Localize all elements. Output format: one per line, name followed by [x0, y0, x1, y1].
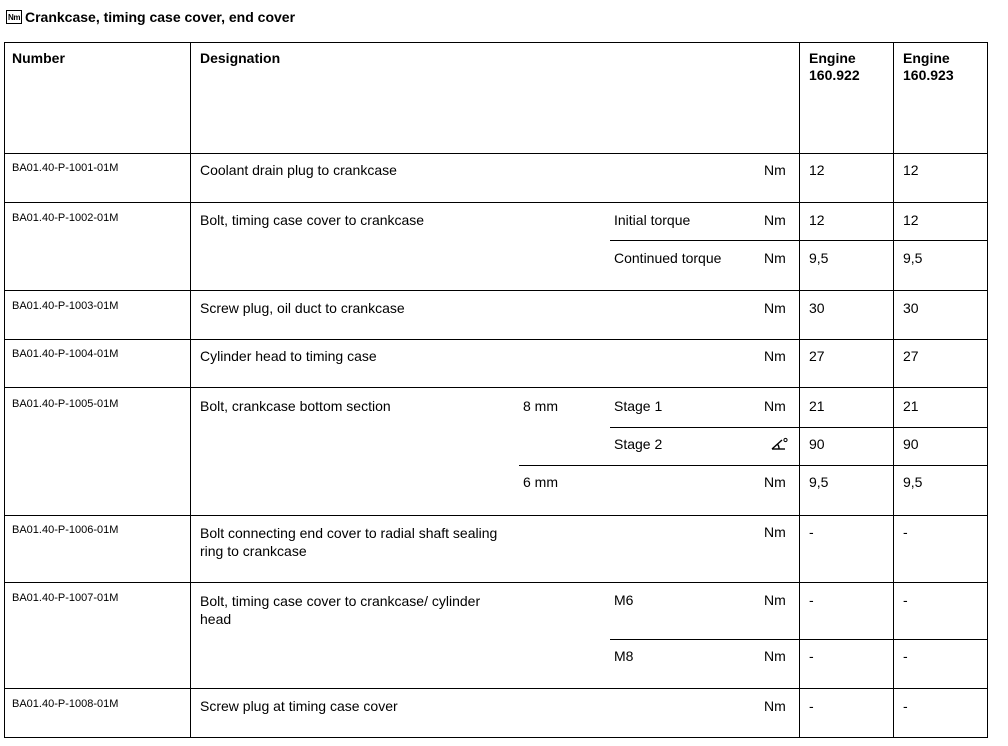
row-number: BA01.40-P-1003-01M [12, 300, 119, 312]
row-value-engine2: - [903, 592, 908, 608]
row-designation: Bolt, timing case cover to crankcase/ cylinder head [200, 593, 481, 627]
row-designation: Bolt, timing case cover to crankcase [200, 212, 425, 228]
row-unit: Nm [764, 250, 786, 266]
page-title: Crankcase, timing case cover, end cover [25, 9, 296, 25]
angle-icon [770, 437, 788, 451]
row-designation: Bolt, crankcase bottom section [200, 398, 391, 414]
row-number: BA01.40-P-1005-01M [12, 398, 119, 410]
row-designation: Cylinder head to timing case [200, 348, 377, 364]
row-stage: Initial torque [614, 212, 691, 228]
row-value-engine2: - [903, 648, 908, 664]
row-unit: Nm [764, 162, 786, 178]
row-stage: M6 [614, 592, 634, 608]
row-value-engine1: 12 [809, 212, 825, 228]
row-unit: Nm [764, 648, 786, 664]
row-value-engine1: 9,5 [809, 474, 829, 490]
header-engine1-line2: 160.922 [809, 67, 860, 83]
row-stage: Stage 1 [614, 398, 663, 414]
table-border [5, 43, 988, 738]
row-value-engine2: 90 [903, 436, 919, 452]
header-engine2-line1: Engine [903, 50, 950, 66]
row-designation: Bolt connecting end cover to radial shaft sealing ring to crankcase [200, 525, 498, 559]
row-unit: Nm [764, 348, 786, 364]
row-value-engine1: 12 [809, 162, 825, 178]
row-unit: Nm [764, 592, 786, 608]
row-number: BA01.40-P-1001-01M [12, 162, 119, 174]
row-number: BA01.40-P-1007-01M [12, 592, 119, 604]
row-value-engine2: 12 [903, 212, 919, 228]
row-value-engine2: 9,5 [903, 474, 923, 490]
row-size: 6 mm [523, 474, 558, 490]
row-value-engine1: 27 [809, 348, 825, 364]
row-unit: Nm [764, 474, 786, 490]
row-value-engine2: 9,5 [903, 250, 923, 266]
row-value-engine2: 30 [903, 300, 919, 316]
row-unit: Nm [764, 698, 786, 714]
row-value-engine1: 30 [809, 300, 825, 316]
row-value-engine2: - [903, 524, 908, 540]
row-stage: Continued torque [614, 250, 722, 266]
row-value-engine2: 12 [903, 162, 919, 178]
torque-nm-icon: Nm [6, 10, 22, 24]
header-number: Number [12, 50, 65, 66]
row-value-engine1: 90 [809, 436, 825, 452]
row-value-engine2: 27 [903, 348, 919, 364]
row-designation: Coolant drain plug to crankcase [200, 162, 397, 178]
row-designation: Screw plug at timing case cover [200, 698, 398, 714]
header-engine2-line2: 160.923 [903, 67, 954, 83]
row-stage: Stage 2 [614, 436, 663, 452]
row-unit: Nm [764, 524, 786, 540]
row-value-engine1: - [809, 698, 814, 714]
row-value-engine1: - [809, 524, 814, 540]
row-number: BA01.40-P-1002-01M [12, 212, 119, 224]
row-unit: Nm [764, 300, 786, 316]
row-number: BA01.40-P-1004-01M [12, 348, 119, 360]
row-value-engine1: - [809, 648, 814, 664]
row-stage: M8 [614, 648, 634, 664]
row-value-engine1: - [809, 592, 814, 608]
row-unit: Nm [764, 398, 786, 414]
row-designation: Screw plug, oil duct to crankcase [200, 300, 405, 316]
row-number: BA01.40-P-1006-01M [12, 524, 119, 536]
row-value-engine1: 9,5 [809, 250, 829, 266]
row-value-engine2: 21 [903, 398, 919, 414]
header-designation: Designation [200, 50, 281, 66]
row-value-engine1: 21 [809, 398, 825, 414]
row-size: 8 mm [523, 398, 558, 414]
header-engine1-line1: Engine [809, 50, 856, 66]
row-value-engine2: - [903, 698, 908, 714]
row-unit: Nm [764, 212, 786, 228]
row-number: BA01.40-P-1008-01M [12, 698, 119, 710]
